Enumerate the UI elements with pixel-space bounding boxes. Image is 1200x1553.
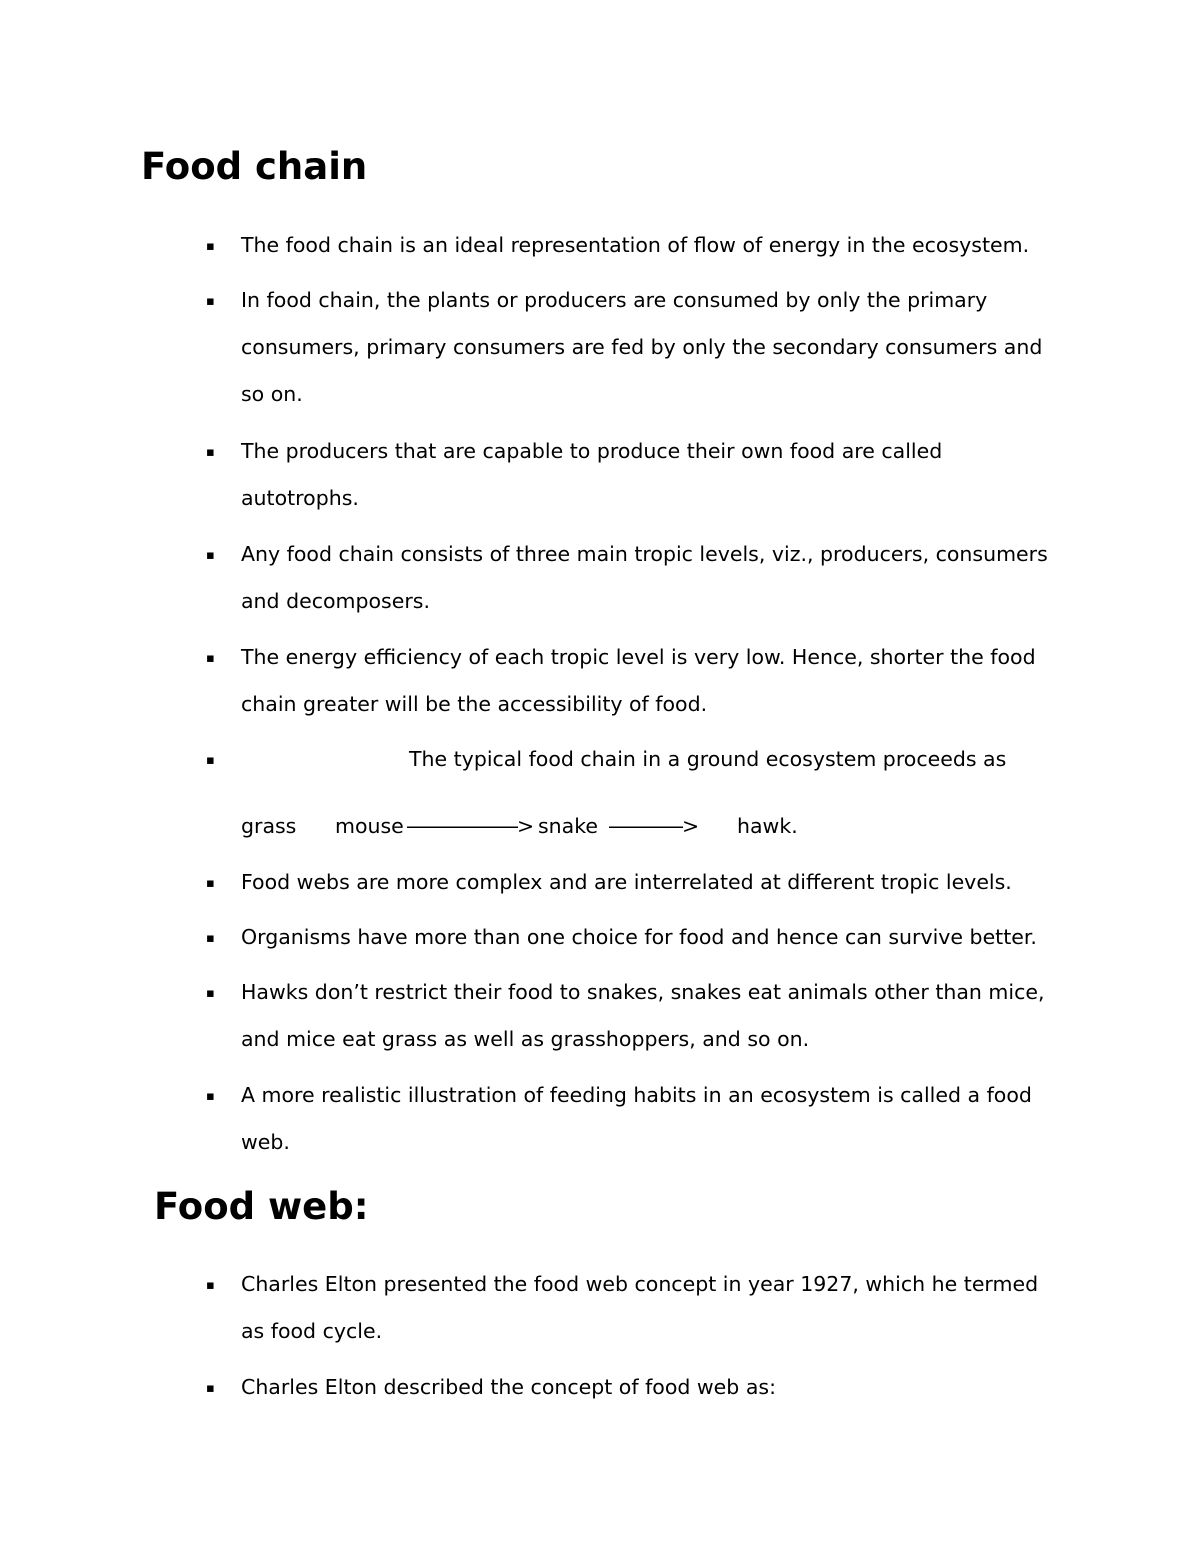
section-title-food-web: Food web: (154, 1185, 369, 1228)
list-item (241, 1364, 1071, 1411)
list-item (241, 428, 1071, 522)
list-item-line: web. (241, 1130, 290, 1154)
list-item-line: A more realistic illustration of feeding habits in an ecosystem is called a food (241, 1083, 1032, 1107)
bullet-icon: ▪ (206, 1381, 215, 1396)
list-item-line: and mice eat grass as well as grasshoppers, and so on. (241, 1027, 810, 1051)
bullet-icon: ▪ (206, 1278, 215, 1293)
chain-arrow: ——————> (406, 814, 533, 838)
list-item-line: as food cycle. (241, 1319, 383, 1343)
bullet-icon: ▪ (206, 986, 215, 1001)
list-item-line: consumers, primary consumers are fed by only the secondary consumers and (241, 335, 1043, 359)
chain-snake: snake (538, 814, 598, 838)
section-title-food-chain: Food chain (141, 145, 368, 188)
list-item-line: The producers that are capable to produce their own food are called (241, 439, 943, 463)
list-item (409, 736, 1049, 783)
bullet-icon: ▪ (206, 753, 215, 768)
list-item (241, 277, 1071, 418)
list-item-line: chain greater will be the accessibility of food. (241, 692, 708, 716)
list-item (241, 859, 1071, 906)
list-item (241, 222, 1071, 269)
list-item (241, 634, 1071, 728)
bullet-icon: ▪ (206, 651, 215, 666)
bullet-icon: ▪ (206, 294, 215, 309)
list-item-line: Any food chain consists of three main tropic levels, viz., producers, consumers (241, 542, 1048, 566)
list-item (241, 969, 1071, 1063)
list-item-line: The food chain is an ideal representation of flow of energy in the ecosystem. (241, 233, 1030, 257)
list-item-line: Charles Elton presented the food web concept in year 1927, which he termed (241, 1272, 1039, 1296)
chain-hawk: hawk. (737, 814, 798, 838)
chain-mouse: mouse (335, 814, 404, 838)
list-item-line: Charles Elton described the concept of food web as: (241, 1375, 776, 1399)
list-item-line: autotrophs. (241, 486, 359, 510)
chain-grass: grass (241, 814, 297, 838)
list-item-line: Food webs are more complex and are interrelated at different tropic levels. (241, 870, 1012, 894)
list-item-line: Organisms have more than one choice for food and hence can survive better. (241, 925, 1037, 949)
bullet-icon: ▪ (206, 239, 215, 254)
list-item-line: Hawks don’t restrict their food to snakes, snakes eat animals other than mice, (241, 980, 1045, 1004)
bullet-icon: ▪ (206, 445, 215, 460)
list-item-line: The energy efficiency of each tropic level is very low. Hence, shorter the food (241, 645, 1036, 669)
list-item-line: and decomposers. (241, 589, 430, 613)
bullet-icon: ▪ (206, 548, 215, 563)
list-item (241, 531, 1071, 625)
list-item-line: The typical food chain in a ground ecosystem proceeds as (409, 747, 1007, 771)
list-item (241, 1072, 1071, 1166)
list-item-line: In food chain, the plants or producers are consumed by only the primary (241, 288, 988, 312)
list-item (241, 1261, 1071, 1355)
bullet-icon: ▪ (206, 1089, 215, 1104)
bullet-icon: ▪ (206, 931, 215, 946)
bullet-icon: ▪ (206, 876, 215, 891)
chain-arrow: ————> (608, 814, 698, 838)
list-item (241, 914, 1071, 961)
list-item-line: so on. (241, 382, 303, 406)
